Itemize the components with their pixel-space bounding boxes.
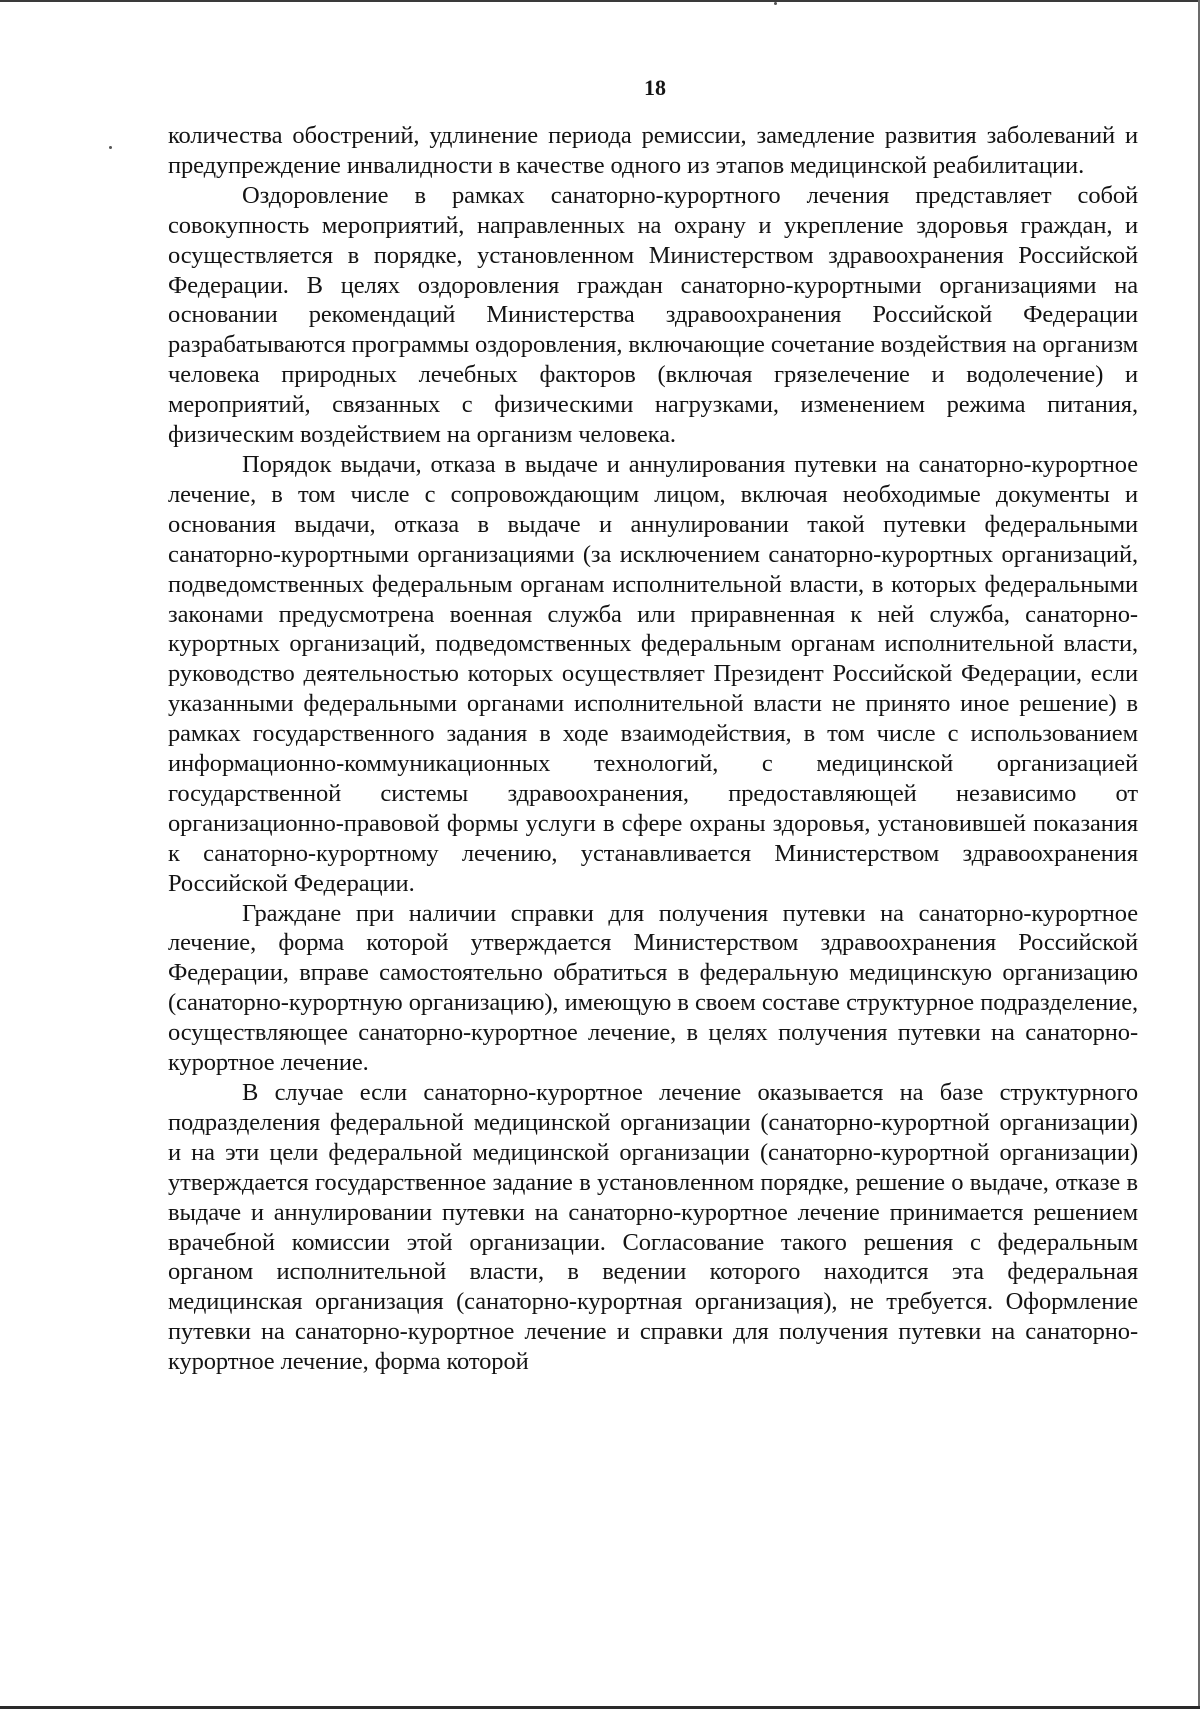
paragraph: Граждане при наличии справки для получения путевки на санаторно-курортное лечение, форма которой утверждается Министерством здравоохранения Российской Федерации, вправе самостоятельно обратиться в федеральную медицинскую организацию (санаторно-курортную организацию), имеющую в своем составе структурное подразделение, осуществляющее санаторно-курортное лечение, в целях получения путевки на санаторно-курортное лечение. xyxy=(168,899,1138,1077)
paragraph: Порядок выдачи, отказа в выдаче и аннулирования путевки на санаторно-курортное лечение, в том числе с сопровождающим лицом, включая необходимые документы и основания выдачи, отказа в выдаче и аннулировании такой путевки федеральными санаторно-курортными организациями (за исключением санаторно-курортных организаций, подведомственных федеральным органам исполнительной власти, в которых федеральными законами предусмотрена военная служба или приравненная к ней служба, санаторно-курортных организаций, подведомственных федеральным органам исполнительной власти, руководство деятельностью которых осуществляет Президент Российской Федерации, если указанными федеральными органами исполнительной власти не принято иное решение) в рамках государственного задания в ходе взаимодействия, в том числе с использованием информационно-коммуникационных технологий, с медицинской организацией государственной системы здравоохранения, предоставляющей независимо от организационно-правовой формы услуги в сфере охраны здоровья, установившей показания к санаторно-курортному лечению, устанавливается Министерством здравоохранения Российской Федерации. xyxy=(168,450,1138,897)
paragraph: Оздоровление в рамках санаторно-курортного лечения представляет собой совокупность мероприятий, направленных на охрану и укрепление здоровья граждан, и осуществляется в порядке, установленном Министерством здравоохранения Российской Федерации. В целях оздоровления граждан санаторно-курортными организациями на основании рекомендаций Министерства здравоохранения Российской Федерации разрабатываются программы оздоровления, включающие сочетание воздействия на организм человека природных лечебных факторов (включая грязелечение и водолечение) и мероприятий, связанных с физическими нагрузками, изменением режима питания, физическим воздействием на организм человека. xyxy=(168,181,1138,449)
page-number: 18 xyxy=(644,75,666,100)
scan-speck xyxy=(774,2,777,5)
paragraph: В случае если санаторно-курортное лечение оказывается на базе структурного подразделения федеральной медицинской организации (санаторно-курортной организации) и на эти цели федеральной медицинской организации (санаторно-курортной организации) утверждается государственное задание в установленном порядке, решение о выдаче, отказе в выдаче и аннулировании путевки на санаторно-курортное лечение принимается решением врачебной комиссии этой организации. Согласование такого решения с федеральным органом исполнительной власти, в ведении которого находится эта федеральная медицинская организация (санаторно-курортная организация), не требуется. Оформление путевки на санаторно-курортное лечение и справки для получения путевки на санаторно-курортное лечение, форма которой xyxy=(168,1079,1138,1376)
scan-speck xyxy=(109,146,112,149)
paragraph-continuation: количества обострений, удлинение периода ремиссии, замедление развития заболеваний и предупреждение инвалидности в качестве одного из этапов медицинской реабилитации. xyxy=(168,122,1138,179)
scan-border-top xyxy=(0,0,1200,2)
document-body xyxy=(168,121,1138,1377)
